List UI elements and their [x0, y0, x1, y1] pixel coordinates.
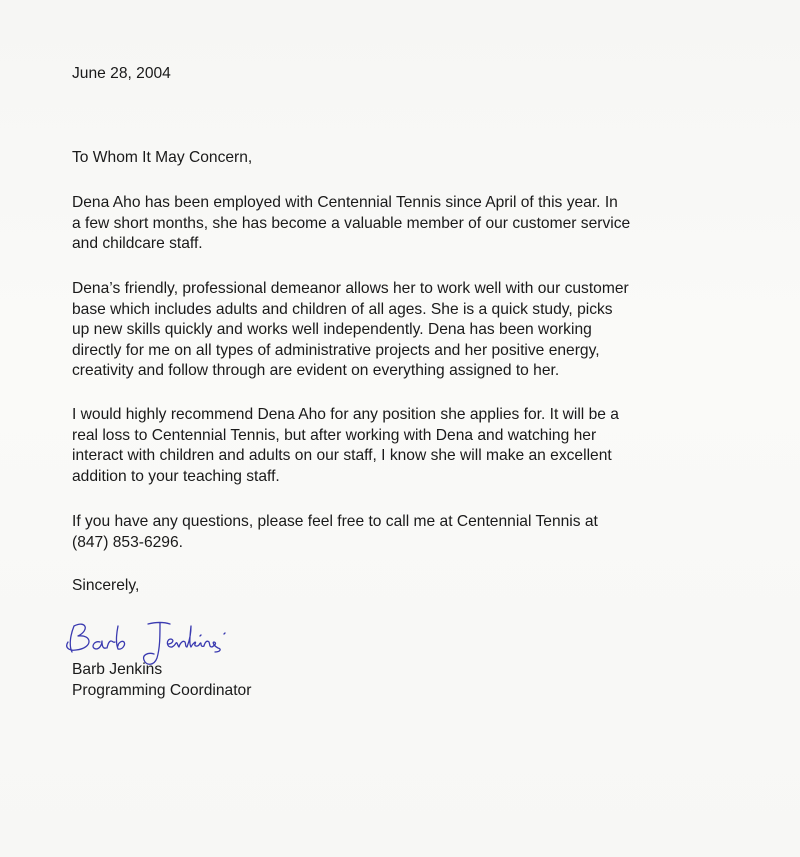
paragraph-recommendation: [72, 405, 619, 487]
paragraph-line: and childcare staff.: [72, 235, 203, 253]
paragraph-employment: [72, 193, 630, 255]
paragraph-contact: [72, 512, 598, 553]
paragraph-line: If you have any questions, please feel free to call me at Centennial Tennis at: [72, 513, 598, 530]
paragraph-line: a few short months, she has become a valuable member of our customer service: [72, 214, 631, 232]
paragraph-line: I would highly recommend Dena Aho for any position she applies for. It will be a: [72, 406, 619, 423]
paragraph-qualities: [72, 279, 629, 382]
paragraph-line: up new skills quickly and works well independently. Dena has been working: [72, 321, 592, 339]
paragraph-line: Dena’s friendly, professional demeanor allows her to work well with our customer: [72, 280, 629, 297]
paragraph-line: interact with children and adults on our staff, I know she will make an excellent: [72, 447, 612, 465]
paragraph-line: real loss to Centennial Tennis, but after working with Dena and watching her: [72, 426, 597, 444]
paragraph-line: Dena Aho has been employed with Centennial Tennis since April of this year. In: [72, 194, 618, 211]
letter-date: June 28, 2004: [72, 65, 171, 82]
signer-name: Barb Jenkins: [72, 661, 163, 678]
closing: Sincerely,: [72, 577, 140, 594]
paragraph-line: addition to your teaching staff.: [72, 467, 280, 485]
paragraph-line: creativity and follow through are evident on everything assigned to her.: [72, 362, 560, 380]
salutation: To Whom It May Concern,: [72, 149, 253, 166]
paragraph-line: directly for me on all types of administrative projects and her positive energy,: [72, 341, 600, 359]
signer-title: Programming Coordinator: [72, 682, 252, 699]
paragraph-line: (847) 853-6296.: [72, 533, 183, 551]
paragraph-line: base which includes adults and children of all ages. She is a quick study, picks: [72, 300, 613, 318]
